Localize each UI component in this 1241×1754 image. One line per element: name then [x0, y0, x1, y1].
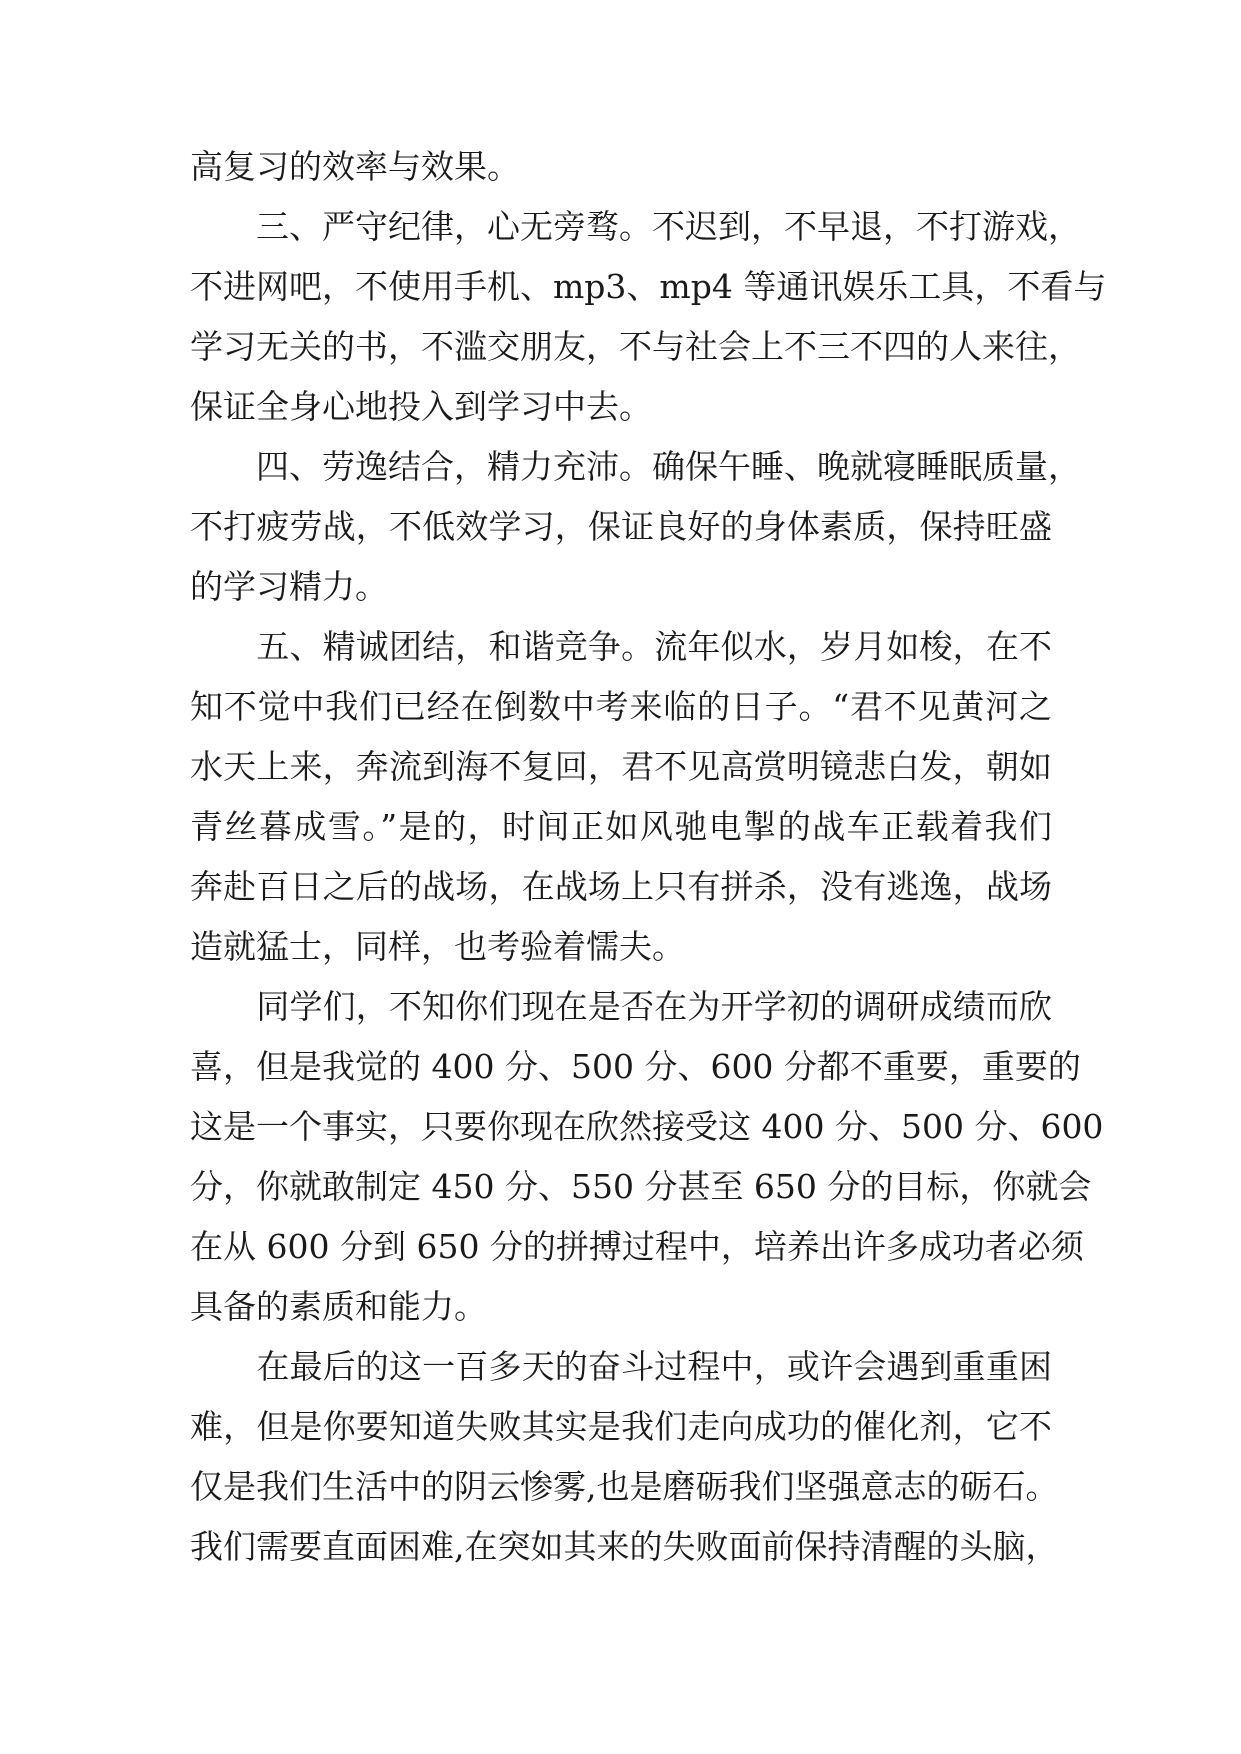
text-line: 青丝暮成雪。”是的，时间正如风驰电掣的战车正载着我们 [190, 807, 1052, 846]
text-line: 难，但是你要知道失败其实是我们走向成功的催化剂，它不 [190, 1407, 1052, 1446]
text-line: 水天上来，奔流到海不复回，君不见高赏明镜悲白发，朝如 [190, 747, 1052, 786]
text-line: 知不觉中我们已经在倒数中考来临的日子。“君不见黄河之 [190, 687, 1052, 726]
text-line: 奔赴百日之后的战场，在战场上只有拼杀，没有逃逸，战场 [190, 867, 1052, 906]
text-line: 不打疲劳战，不低效学习，保证良好的身体素质，保持旺盛 [190, 507, 1052, 546]
text-line: 仅是我们生活中的阴云惨雾,也是磨砺我们坚强意志的砺石。 [190, 1467, 1059, 1506]
text-line: 保证全身心地投入到学习中去。 [190, 387, 652, 426]
text-line: 造就猛士，同样，也考验着懦夫。 [190, 927, 685, 966]
text-line: 不进网吧，不使用手机、mp3、mp4 等通讯娱乐工具，不看与 [190, 267, 1107, 306]
text-line: 这是一个事实，只要你现在欣然接受这 400 分、500 分、600 [190, 1107, 1104, 1146]
text-line: 我们需要直面困难,在突如其来的失败面前保持清醒的头脑， [190, 1527, 1059, 1566]
text-line: 五、精诚团结，和谐竞争。流年似水，岁月如梭，在不 [190, 627, 1052, 666]
text-line: 同学们，不知你们现在是否在为开学初的调研成绩而欣 [190, 987, 1052, 1026]
text-line: 在最后的这一百多天的奋斗过程中，或许会遇到重重困 [190, 1347, 1052, 1386]
text-line: 在从 600 分到 650 分的拼搏过程中，培养出许多成功者必须 [190, 1227, 1084, 1266]
text-line: 喜，但是我觉的 400 分、500 分、600 分都不重要，重要的 [190, 1047, 1081, 1086]
text-line: 三、严守纪律，心无旁骛。不迟到，不早退，不打游戏， [190, 207, 1081, 246]
text-line: 的学习精力。 [190, 567, 388, 606]
text-line: 四、劳逸结合，精力充沛。确保午睡、晚就寝睡眠质量， [190, 447, 1081, 486]
text-line: 分，你就敢制定 450 分、550 分甚至 650 分的目标，你就会 [190, 1167, 1092, 1206]
text-line: 具备的素质和能力。 [190, 1287, 487, 1326]
text-line: 高复习的效率与效果。 [190, 147, 520, 186]
text-line: 学习无关的书，不滥交朋友，不与社会上不三不四的人来往， [190, 327, 1081, 366]
